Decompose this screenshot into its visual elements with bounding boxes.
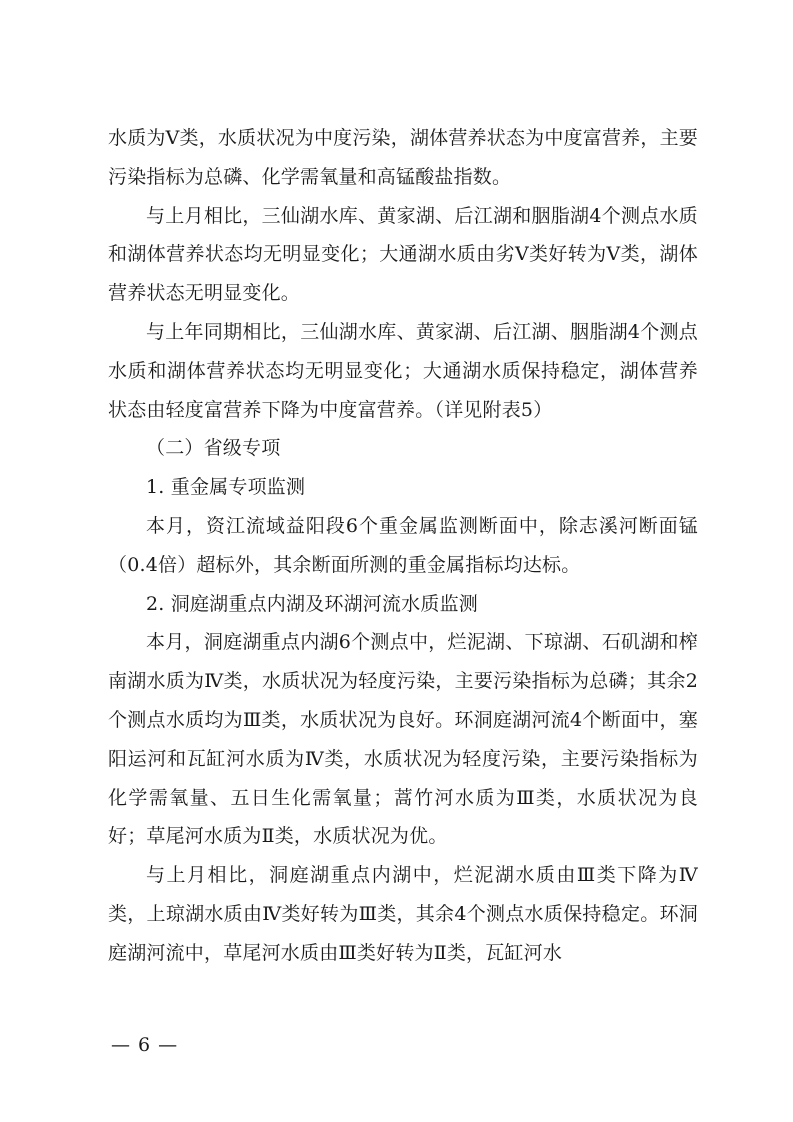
page-number: — 6 — [111,1034,179,1056]
subsection-heading-dongting-lake: 2. 洞庭湖重点内湖及环湖河流水质监测 [146,592,478,615]
paragraph-dongting-lake-monitoring: 本月，洞庭湖重点内湖6个测点中，烂泥湖、下琼湖、石矶湖和榨南湖水质为Ⅳ类，水质状况为轻度污染，主要污染指标为总磷；其余2个测点水质均为Ⅲ类，水质状况为良好。环洞庭湖河流4个断面中，塞阳运河和瓦缸河水质为Ⅳ类，水质状况为轻度污染，主要污染指标为化学需氧量、五日生化需氧量；蒿竹河水质为Ⅲ类，水质状况为良好；草尾河水质为Ⅱ类，水质状况为优。 [108,631,698,848]
paragraph-yearly-comparison: 与上年同期相比，三仙湖水库、黄家湖、后江湖、胭脂湖4个测点水质和湖体营养状态均无明显变化；大通湖水质保持稳定，湖体营养状态由轻度富营养下降为中度富营养。（详见附表5） [108,320,698,421]
document-body [108,119,698,973]
subsection-heading-heavy-metals: 1. 重金属专项监测 [146,476,306,499]
paragraph-heavy-metals: 本月，资江流域益阳段6个重金属监测断面中，除志溪河断面锰（0.4倍）超标外，其余断面所测的重金属指标均达标。 [108,514,698,576]
section-heading-provincial: （二）省级专项 [146,437,281,460]
paragraph-water-quality-continuation: 水质为Ⅴ类，水质状况为中度污染，湖体营养状态为中度富营养，主要污染指标为总磷、化学需氧量和高锰酸盐指数。 [108,127,698,188]
paragraph-monthly-comparison: 与上月相比，三仙湖水库、黄家湖、后江湖和胭脂湖4个测点水质和湖体营养状态均无明显变化；大通湖水质由劣Ⅴ类好转为Ⅴ类，湖体营养状态无明显变化。 [108,204,698,305]
paragraph-dongting-monthly-comparison: 与上月相比，洞庭湖重点内湖中，烂泥湖水质由Ⅲ类下降为Ⅳ类，上琼湖水质由Ⅳ类好转为Ⅲ类，其余4个测点水质保持稳定。环洞庭湖河流中，草尾河水质由Ⅲ类好转为Ⅱ类，瓦缸河水 [108,864,698,964]
